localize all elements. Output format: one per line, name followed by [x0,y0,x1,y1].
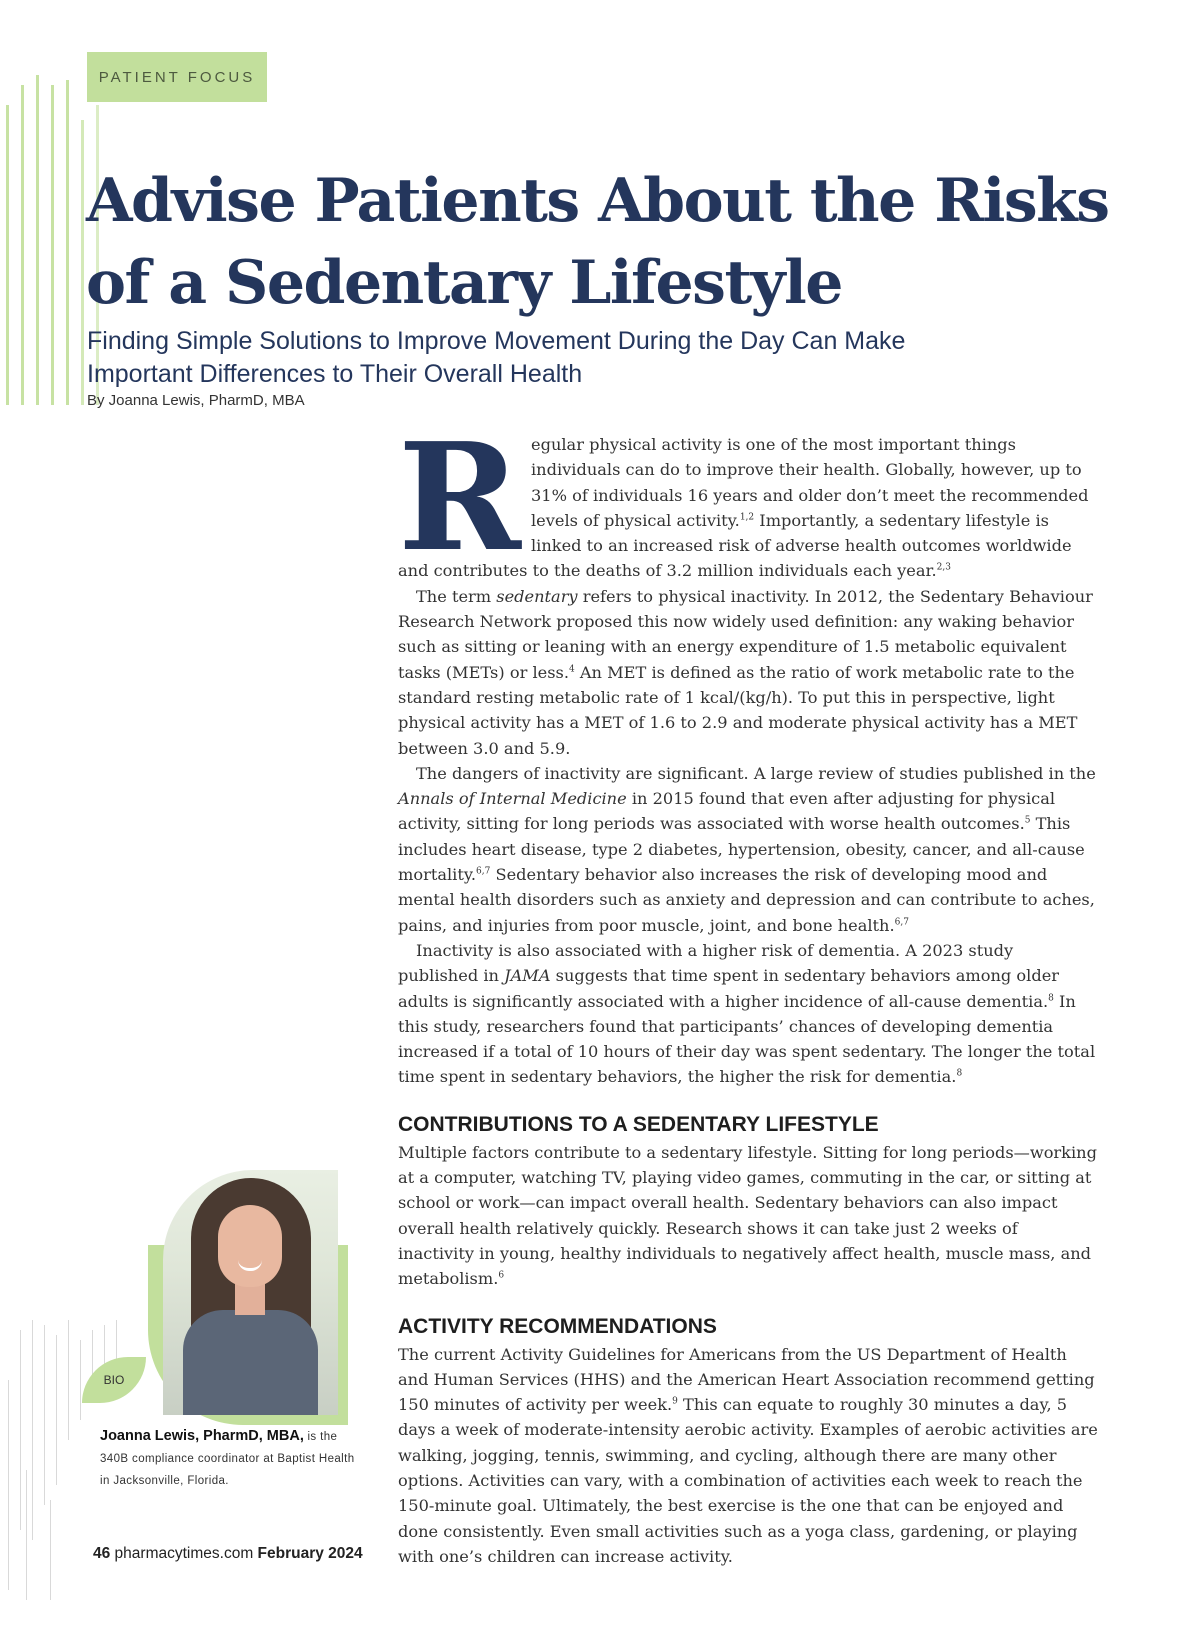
drop-cap: R [398,410,521,584]
author-photo [163,1170,338,1415]
article-body [398,410,1098,1569]
article-subtitle: Finding Simple Solutions to Improve Movement During the Day Can Make Important Differences to Their Overall Health [87,327,906,388]
paragraph-contributions: Multiple factors contribute to a sedentary lifestyle. Sitting for long periods—working at a computer, watching TV, playing video games, commuting in the car, or sitting at school or work—can impact overall health. Sedentary behaviors can also impact overall health relatively quickly. Research shows it can take just 2 weeks of inactivity in young, healthy individuals to negatively affect health, muscle mass, and metabolism.$^6$ [398,1142,1097,1289]
paragraph-recommendations: The current Activity Guidelines for Americans from the US Department of Health and Human Services (HHS) and the American Heart Association recommend getting 150 minutes of activity per week.$^9$ This can equate to roughly 30 minutes a day, 5 days a week of moderate-intensity aerobic activity. Examples of aerobic activities are walking, jogging, tennis, swimming, and cycling, although there are many other options. Activities can vary, with a combination of activities each week to reach the 150-minute goal. Ultimately, the best exercise is the one that can be enjoyed and done consistently. Even small activities such as a yoga class, gardening, or playing with one’s children can increase activity. [398,1344,1098,1566]
heading-contributions: CONTRIBUTIONS TO A SEDENTARY LIFESTYLE [398,1112,879,1136]
page-number: 46 [93,1545,111,1562]
byline: By Joanna Lewis, PharmD, MBA [87,392,305,409]
article-title: Advise Patients About the Risks of a Sedentary Lifestyle [86,166,1109,318]
section-tag: PATIENT FOCUS [87,52,267,102]
paragraph-definition: The term sedentary refers to physical inactivity. In 2012, the Sedentary Behaviour Research Network proposed this now widely used definition: any waking behavior such as sitting or leaning with an energy expenditure of 1.5 metabolic equivalent tasks (METs) or less.$^4$ An MET is defined as the ratio of work metabolic rate to the standard resting metabolic rate of 1 kcal/(kg/h). To put this in perspective, light physical activity has a MET of 1.6 to 2.9 and moderate physical activity has a MET between 3.0 and 5.9. [398,586,1093,758]
paragraph-dangers: The dangers of inactivity are significant. A large review of studies published in the Annals of Internal Medicine in 2015 found that even after adjusting for physical activity, sitting for long periods was associated with worse health outcomes.$^5$ This includes heart disease, type 2 diabetes, hypertension, obesity, cancer, and all-cause mortality.$^{6,7}$ Sedentary behavior also increases the risk of developing mood and mental health disorders such as anxiety and depression and can contribute to aches, pains, and injuries from poor muscle, joint, and bone health.$^{6,7}$ [398,763,1096,935]
heading-recommendations: ACTIVITY RECOMMENDATIONS [398,1314,717,1338]
paragraph-intro: Regular physical activity is one of the most important things individuals can do to improve their health. Globally, however, up to 31% of individuals 16 years and older don’t meet the recommended levels of physical activity.$^{1,2}$ Importantly, a sedentary lifestyle is linked to an increased risk of adverse health outcomes worldwide and contributes to the deaths of 3.2 million individuals each year.$^{2,3}$ [398,410,1089,584]
page-footer [93,1545,363,1563]
footer-site: pharmacytimes.com [110,1545,258,1562]
author-bio: Joanna Lewis, PharmD, MBA, is the 340B compliance coordinator at Baptist Health in Jacksonville, Florida. [100,1428,355,1487]
footer-issue: February 2024 [257,1545,363,1562]
paragraph-dementia: Inactivity is also associated with a higher risk of dementia. A 2023 study published in JAMA suggests that time spent in sedentary behaviors among older adults is significantly associated with a higher incidence of all-cause dementia.$^8$ In this study, researchers found that participants’ chances of developing dementia increased if a total of 10 hours of their day was spent sedentary. The longer the total time spent in sedentary behaviors, the higher the risk for dementia.$^8$ [398,940,1096,1087]
author-name: Joanna Lewis, PharmD, MBA, [100,1428,304,1444]
bio-tag: BIO [82,1357,146,1403]
